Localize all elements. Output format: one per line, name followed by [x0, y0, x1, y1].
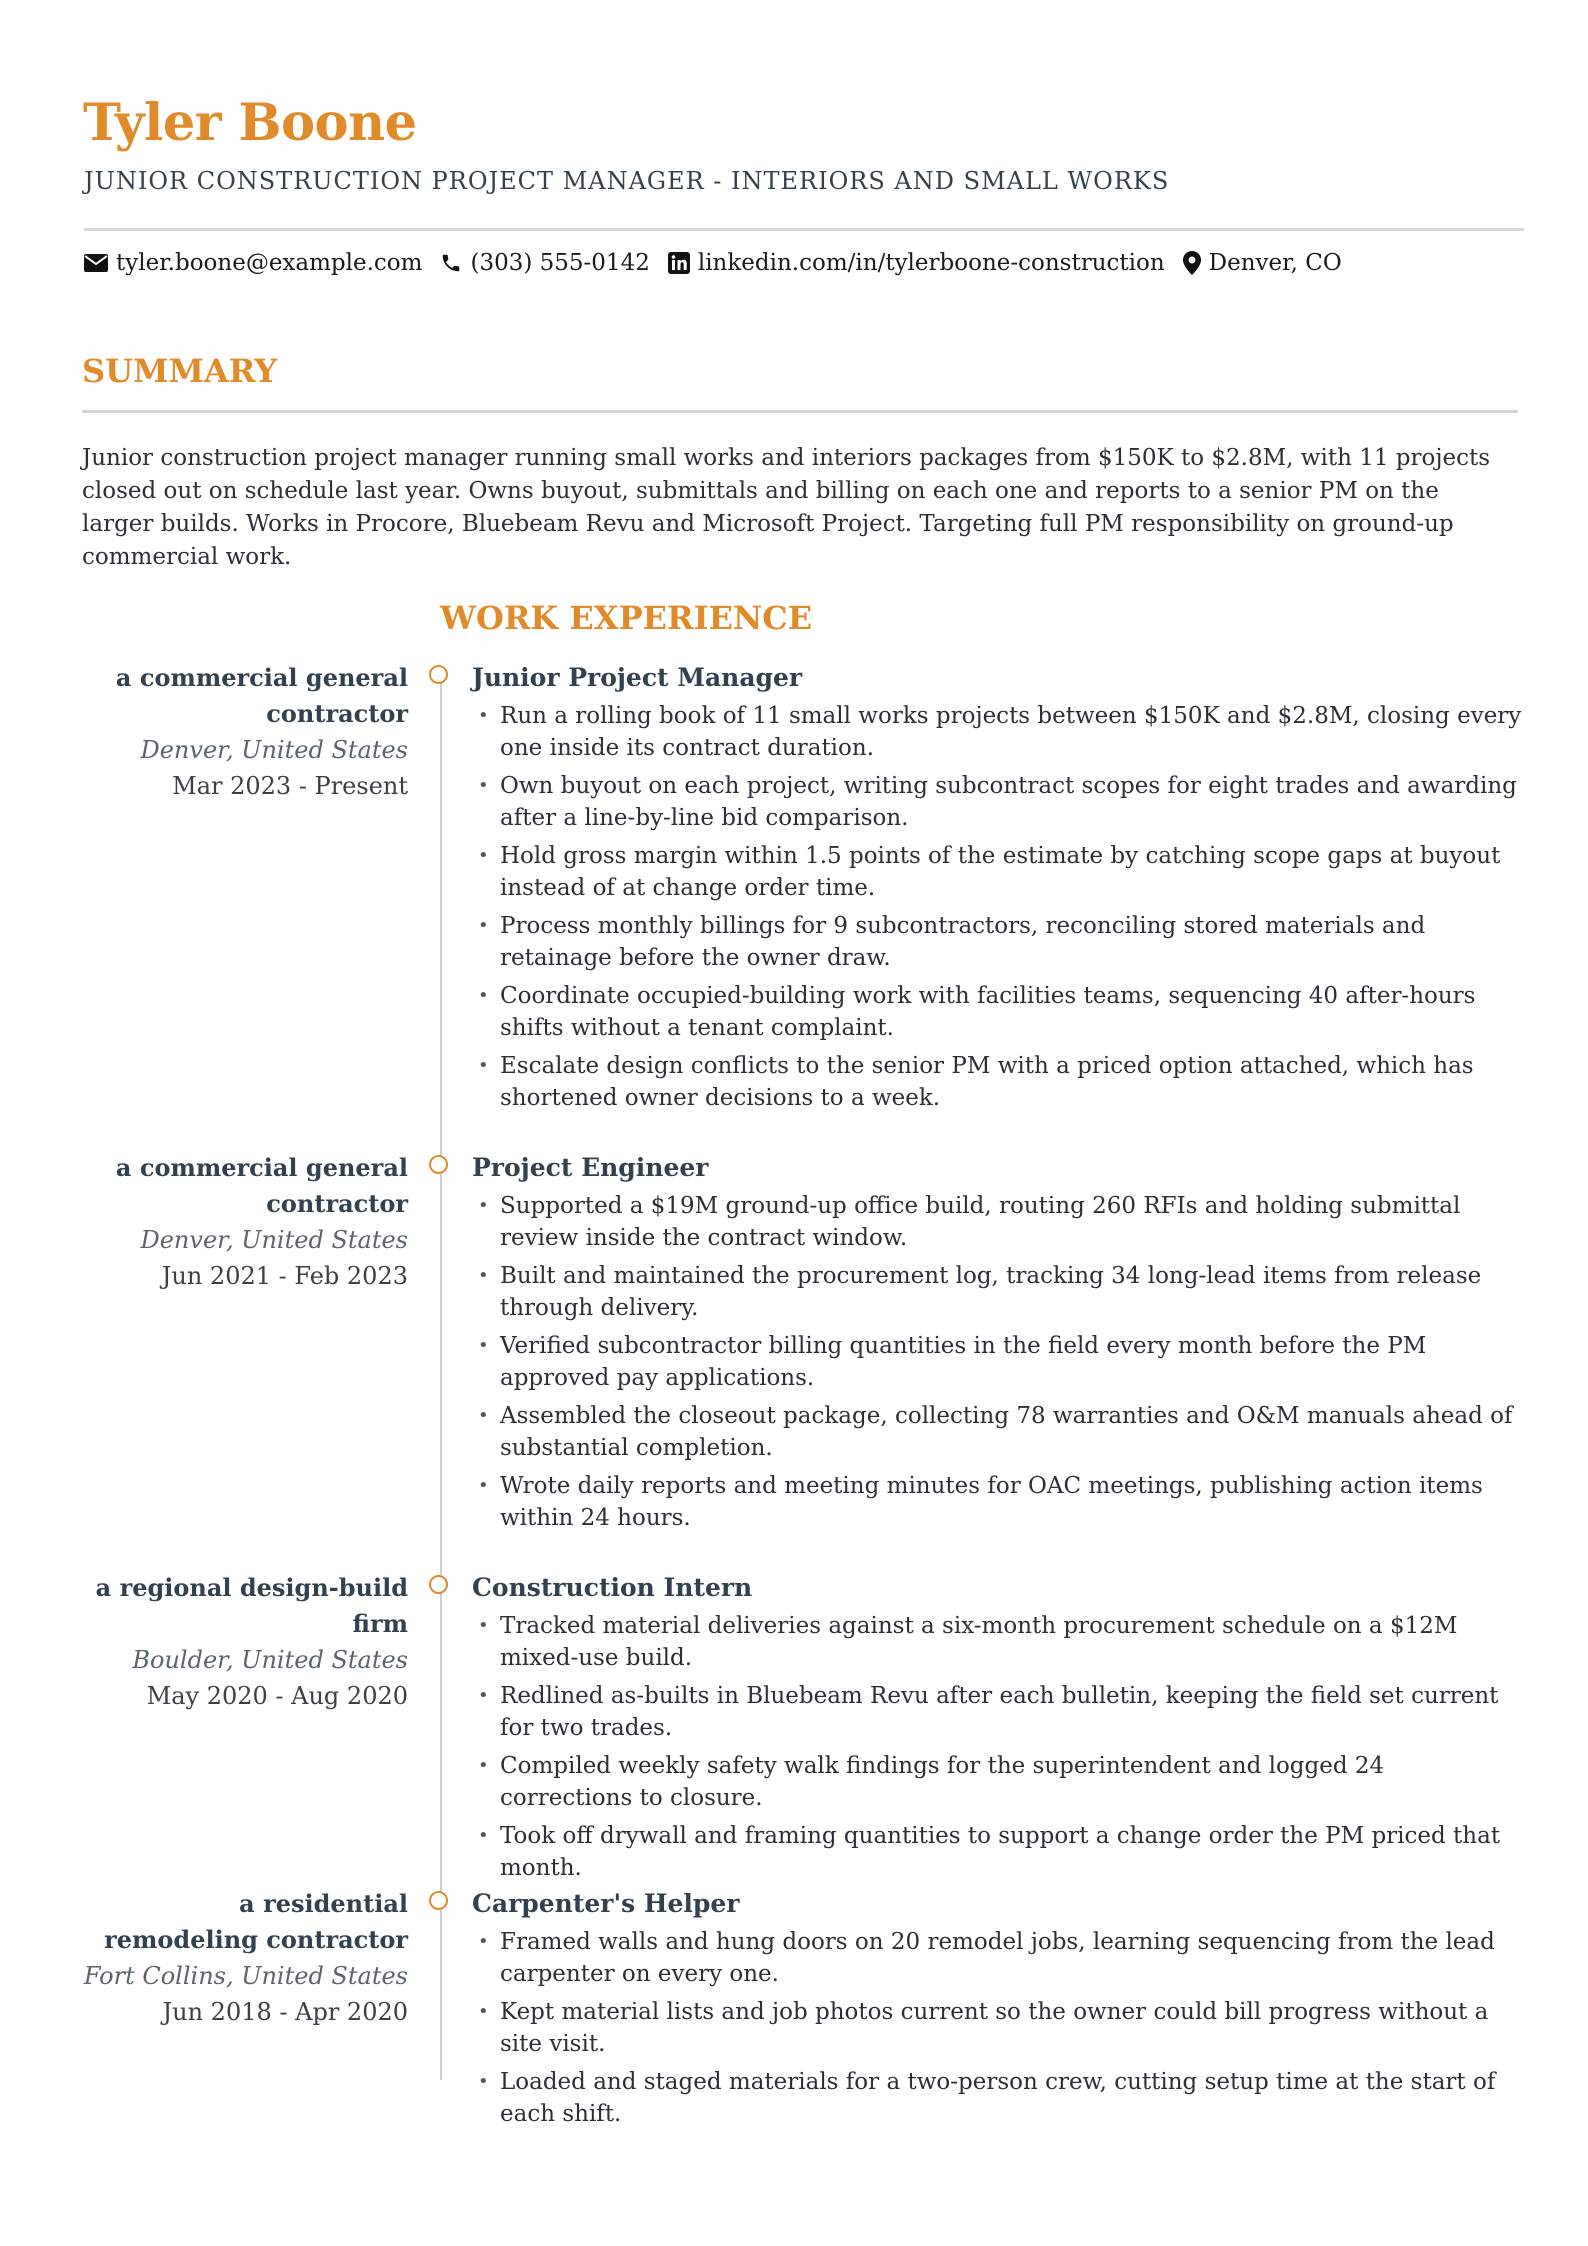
job-role: Project Engineer [472, 1153, 709, 1182]
job-location: Boulder, United States [132, 1646, 408, 1674]
linkedin-text: linkedin.com/in/tylerboone-construction [697, 250, 1165, 276]
job-bullets [472, 700, 1522, 1114]
job-bullet: • Tracked material deliveries against a six-month procurement schedule on a $12M mixed-use build. [472, 1610, 1522, 1674]
job-bullet: • Verified subcontractor billing quantities in the field every month before the PM approved pay applications. [472, 1330, 1522, 1394]
timeline-marker [429, 1891, 448, 1910]
location-text: Denver, CO [1208, 250, 1342, 276]
job-bullet: • Assembled the closeout package, collecting 78 warranties and O&M manuals ahead of substantial completion. [472, 1400, 1522, 1464]
timeline-marker [429, 1575, 448, 1594]
job-dates: Mar 2023 - Present [172, 772, 408, 800]
job-details [472, 660, 1522, 1120]
job-details [472, 1150, 1522, 1540]
timeline-marker [429, 665, 448, 684]
job-bullet: • Run a rolling book of 11 small works projects between $150K and $2.8M, closing every one inside its contract duration. [472, 700, 1522, 764]
job-meta [80, 660, 408, 804]
map-pin-icon [1183, 251, 1201, 275]
job-employer: a residential remodeling contractor [104, 1889, 408, 1954]
phone-text: (303) 555-0142 [470, 250, 650, 276]
contact-location [1183, 250, 1342, 276]
job-location: Denver, United States [140, 1226, 408, 1254]
job-dates: May 2020 - Aug 2020 [146, 1682, 408, 1710]
candidate-title: JUNIOR CONSTRUCTION PROJECT MANAGER - INTERIORS AND SMALL WORKS [84, 167, 1170, 195]
job-dates: Jun 2021 - Feb 2023 [161, 1262, 408, 1290]
job-bullets [472, 1190, 1522, 1534]
timeline-line [440, 680, 442, 2080]
job-bullet: • Compiled weekly safety walk findings for the superintendent and logged 24 corrections to closure. [472, 1750, 1522, 1814]
job-bullets [472, 1926, 1522, 2130]
candidate-name: Tyler Boone [83, 93, 417, 153]
job-details [472, 1570, 1522, 1890]
job-role: Carpenter's Helper [472, 1889, 740, 1918]
job-bullet: • Kept material lists and job photos current so the owner could bill progress without a site visit. [472, 1996, 1522, 2060]
job-meta [80, 1150, 408, 1294]
contact-phone[interactable] [440, 250, 649, 276]
experience-heading: WORK EXPERIENCE [440, 599, 813, 637]
job-bullet: • Own buyout on each project, writing subcontract scopes for eight trades and awarding after a line-by-line bid comparison. [472, 770, 1522, 834]
job-bullets [472, 1610, 1522, 1884]
job-employer: a commercial general contractor [115, 663, 408, 728]
contact-linkedin[interactable] [668, 250, 1165, 276]
header-divider [84, 228, 1524, 231]
job-meta [80, 1886, 408, 2030]
job-location: Fort Collins, United States [83, 1962, 408, 1990]
job-bullet: • Hold gross margin within 1.5 points of the estimate by catching scope gaps at buyout instead of at change order time. [472, 840, 1522, 904]
job-bullet: • Framed walls and hung doors on 20 remodel jobs, learning sequencing from the lead carpenter on every one. [472, 1926, 1522, 1990]
timeline-marker [429, 1155, 448, 1174]
email-text: tyler.boone@example.com [116, 250, 423, 276]
summary-text: Junior construction project manager running small works and interiors packages from $150K to $2.8M, with 11 projects closed out on schedule last year. Owns buyout, submittals and billing on each one and reports to a senior PM on the larger builds. Works in Procore, Bluebeam Revu and Microsoft Project. Targeting full PM responsibility on ground-up commercial work. [82, 445, 1491, 570]
job-role: Construction Intern [472, 1573, 753, 1602]
envelope-icon [84, 254, 108, 272]
job-bullet: • Process monthly billings for 9 subcontractors, reconciling stored materials and retainage before the owner draw. [472, 910, 1522, 974]
job-bullet: • Supported a $19M ground-up office build, routing 260 RFIs and holding submittal review inside the contract window. [472, 1190, 1522, 1254]
job-bullet: • Redlined as-builts in Bluebeam Revu after each bulletin, keeping the field set current for two trades. [472, 1680, 1522, 1744]
job-bullet: • Took off drywall and framing quantities to support a change order the PM priced that month. [472, 1820, 1522, 1884]
job-role: Junior Project Manager [472, 663, 803, 692]
linkedin-icon [668, 252, 690, 274]
contact-email[interactable] [84, 250, 422, 276]
summary-heading: SUMMARY [82, 352, 278, 390]
job-bullet: • Wrote daily reports and meeting minutes for OAC meetings, publishing action items within 24 hours. [472, 1470, 1522, 1534]
job-bullet: • Built and maintained the procurement log, tracking 34 long-lead items from release through delivery. [472, 1260, 1522, 1324]
job-bullet: • Loaded and staged materials for a two-person crew, cutting setup time at the start of each shift. [472, 2066, 1522, 2130]
contact-bar [84, 250, 1360, 276]
job-bullet: • Escalate design conflicts to the senior PM with a priced option attached, which has shortened owner decisions to a week. [472, 1050, 1522, 1114]
phone-icon [440, 252, 462, 274]
job-employer: a commercial general contractor [115, 1153, 408, 1218]
job-employer: a regional design-build firm [95, 1573, 408, 1638]
job-details [472, 1886, 1522, 2136]
job-meta [80, 1570, 408, 1714]
job-bullet: • Coordinate occupied-building work with facilities teams, sequencing 40 after-hours shifts without a tenant complaint. [472, 980, 1522, 1044]
job-location: Denver, United States [140, 736, 408, 764]
summary-divider [82, 410, 1518, 413]
job-dates: Jun 2018 - Apr 2020 [162, 1998, 408, 2026]
